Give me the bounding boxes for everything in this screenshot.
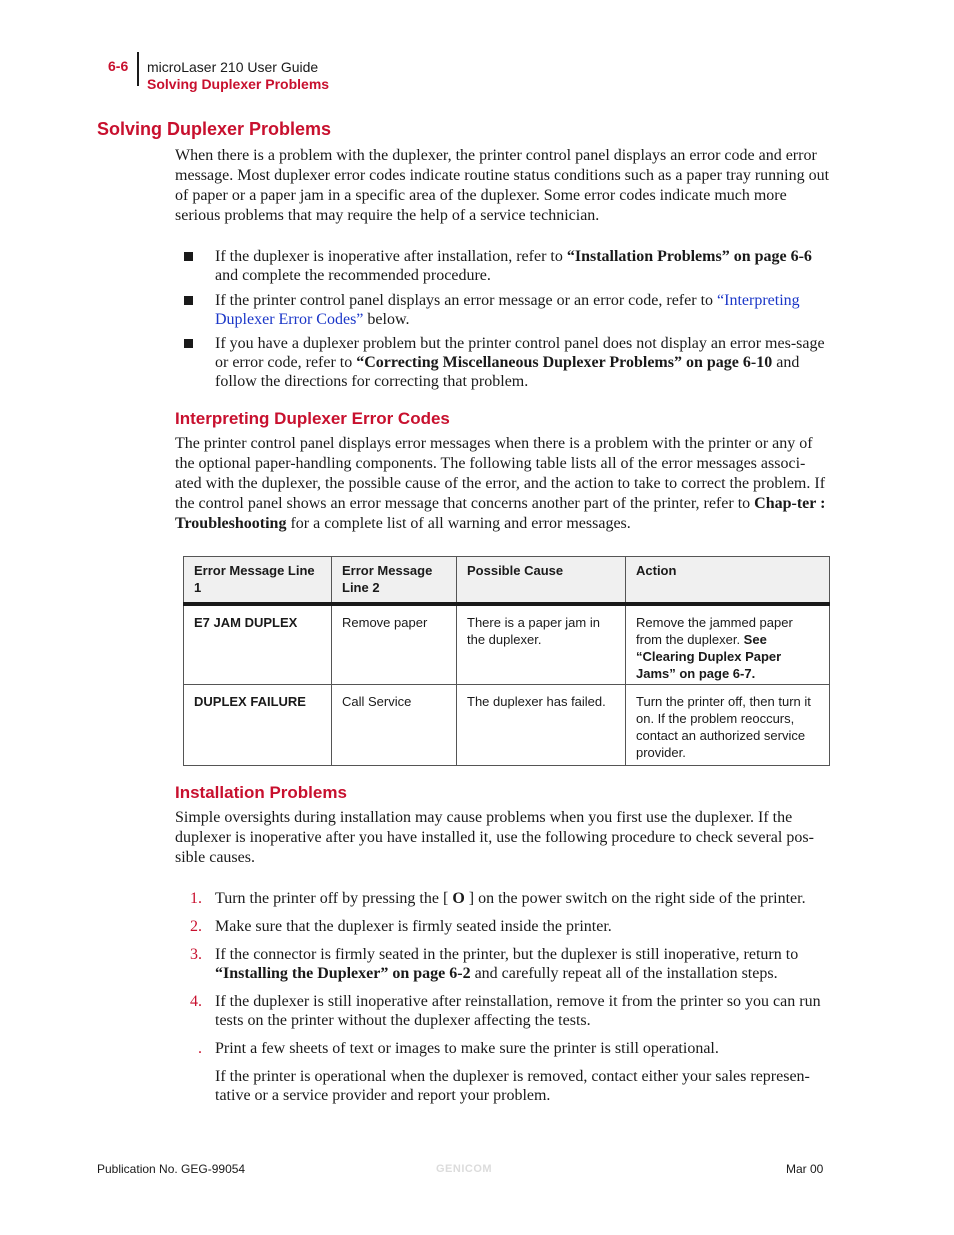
section-title: Solving Duplexer Problems: [97, 119, 332, 139]
step-number: 2.: [190, 918, 202, 935]
chapter-reference: Chap-ter : Troubleshooting: [175, 495, 826, 532]
header-section-title: Solving Duplexer Problems: [147, 76, 330, 92]
power-key-glyph: O: [452, 890, 465, 907]
section-intro: When there is a problem with the duplexer, the printer control panel displays an error code and error message. Most duplexer error codes indicate routine status conditions such as a paper tray running out of paper or a paper jam in a specific area of the duplexer. Some error codes indicate much more serious problems that may require the help of a service technician.: [175, 147, 830, 224]
error-codes-intro: The printer control panel displays error messages when there is a problem with the printer or any of the optional paper-handling components. The following table lists all of the error messages associ-ated with the duplexer, the possible cause of the error, and the action to take to correct the problem. If the control panel shows an error message that concerns another part of the printer, refer to Chap-ter : Troubleshooting for a complete list of all warning and error messages.: [175, 435, 826, 532]
bullet-marker: [184, 296, 193, 305]
bullet-item: If you have a duplexer problem but the printer control panel does not display an error mes-sage or error code, refer to “Correcting Miscellaneous Duplexer Problems” on page 6-10 and follow the directions for correcting that problem.: [175, 334, 830, 391]
bullet-marker: [184, 339, 193, 348]
error-codes-table: [183, 556, 830, 766]
step-number: .: [198, 1040, 202, 1057]
guide-title: microLaser 210 User Guide: [147, 59, 319, 75]
list-item: 4. If the duplexer is still inoperative after reinstallation, remove it from the printer so you can run tests on the printer without the duplexer affecting the tests.: [190, 993, 821, 1029]
cross-reference: “Installing the Duplexer” on page 6-2: [215, 965, 471, 982]
error-line2-cell: Remove paper: [332, 604, 457, 685]
error-line2-cell: Call Service: [332, 685, 457, 766]
publication-number: Publication No. GEG-99054: [97, 1162, 246, 1176]
cross-reference: “Installation Problems” on page 6-6: [566, 248, 812, 265]
bullet-item: If the printer control panel displays an error message or an error code, refer to “Interpreting Duplexer Error Codes” below.: [175, 291, 830, 329]
cross-reference: “Correcting Miscellaneous Duplexer Problems” on page 6-10: [356, 354, 773, 371]
cause-cell: The duplexer has failed.: [457, 685, 626, 766]
publication-date: Mar 00: [786, 1162, 824, 1176]
table-row: [184, 685, 830, 766]
page-number: 6-6: [108, 58, 129, 74]
step-number: 4.: [190, 993, 202, 1010]
bullet-item: If the duplexer is inoperative after installation, refer to “Installation Problems” on page 6-6 and complete the recommended procedure.: [175, 247, 830, 285]
list-item: 2. Make sure that the duplexer is firmly seated inside the printer.: [190, 918, 612, 935]
interpreting-error-codes-link[interactable]: “Interpreting Duplexer Error Codes”: [215, 292, 800, 328]
installation-intro: Simple oversights during installation may cause problems when you first use the duplexer. If the duplexer is inoperative after you have installed it, use the following procedure to check several pos-sible causes.: [175, 809, 814, 866]
action-cell: Turn the printer off, then turn it on. If the problem reoccurs, contact an authorized service provider.: [626, 685, 830, 766]
step-number: 3.: [190, 946, 202, 963]
column-header: Action: [626, 557, 830, 604]
closing-paragraph: If the printer is operational when the duplexer is removed, contact either your sales represen-tative or a service provider and report your problem.: [215, 1068, 810, 1104]
step-number: 1.: [190, 890, 202, 907]
table-header-row: [184, 557, 830, 604]
column-header: Error Message Line 1: [184, 557, 332, 604]
error-line1-cell: DUPLEX FAILURE: [184, 685, 332, 766]
bullet-marker: [184, 252, 193, 261]
table-row: [184, 604, 830, 685]
list-item: . Print a few sheets of text or images to make sure the printer is still operational.: [198, 1040, 719, 1057]
error-line1-cell: E7 JAM DUPLEX: [184, 604, 332, 685]
genicom-watermark: GENICOM: [436, 1163, 493, 1175]
column-header: Possible Cause: [457, 557, 626, 604]
column-header: Error Message Line 2: [332, 557, 457, 604]
error-codes-heading: Interpreting Duplexer Error Codes: [175, 409, 450, 428]
cause-cell: There is a paper jam in the duplexer.: [457, 604, 626, 685]
list-item: 3. If the connector is firmly seated in the printer, but the duplexer is still inoperative, return to “Installing the Duplexer” on page 6-2 and carefully repeat all of the installation steps.: [190, 946, 799, 982]
list-item: 1. Turn the printer off by pressing the [ O ] on the power switch on the right side of the printer.: [190, 890, 806, 907]
header-divider: [137, 52, 139, 86]
installation-heading: Installation Problems: [175, 783, 347, 802]
action-cell: Remove the jammed paper from the duplexer. See “Clearing Duplex Paper Jams” on page 6-7.: [626, 604, 830, 685]
